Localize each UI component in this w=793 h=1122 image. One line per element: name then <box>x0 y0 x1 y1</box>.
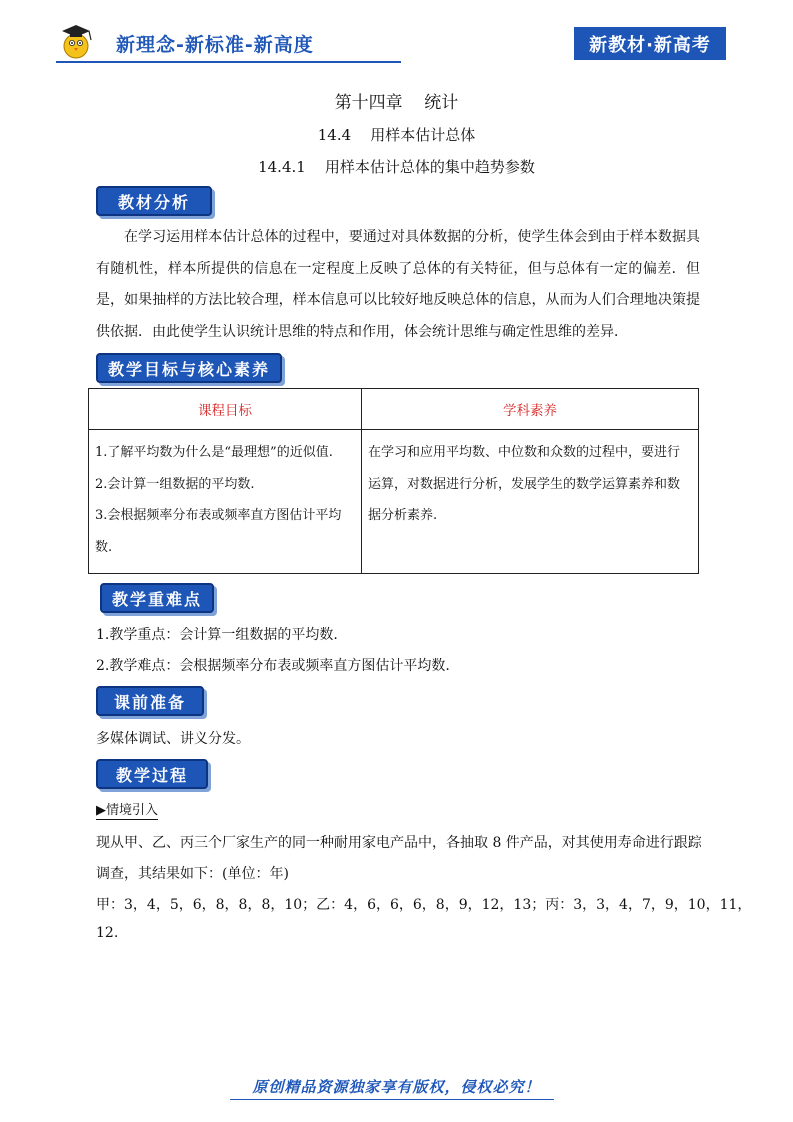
subsection-title: 14.4.1 用样本估计总体的集中趋势参数 <box>258 158 535 176</box>
analysis-badge: 教材分析 <box>96 186 212 216</box>
literacy-header: 学科素养 <box>362 389 699 430</box>
data-values-line: 甲：3，4，5，6，8，8，8，10；乙：4，6，6，6，8，9，12，13；丙：3，3，4，7，9，10，11， <box>96 897 752 913</box>
course-goals-cell <box>89 430 362 574</box>
goals-table <box>88 388 699 574</box>
header-underline <box>56 61 401 63</box>
literacy-cell <box>362 430 699 574</box>
brand-badge: 新教材·新高考 <box>574 27 726 60</box>
data-values-line: 12. <box>96 925 119 941</box>
course-goal-item: 1.了解平均数为什么是“最理想”的近似值. <box>95 445 333 460</box>
goals-badge: 教学目标与核心素养 <box>96 353 282 383</box>
prep-badge: 课前准备 <box>96 686 204 716</box>
prep-text: 多媒体调试、讲义分发。 <box>96 731 250 747</box>
course-goal-item: 2.会计算一组数据的平均数. <box>95 476 255 492</box>
process-text-line: 调查，其结果如下：(单位：年) <box>96 866 289 882</box>
process-text-line: 现从甲、乙、丙三个厂家生产的同一种耐用家电产品中，各抽取 8 件产品，对其使用寿命进行跟踪 <box>96 835 702 851</box>
situation-intro-heading: ▶情境引入 <box>96 799 158 820</box>
key-point-text: 1.教学重点：会计算一组数据的平均数. <box>96 627 338 643</box>
course-goal-item: 3.会根据频率分布表或频率直方图估计平均数. <box>95 508 342 555</box>
copyright-footer: 原创精品资源独家享有版权，侵权必究！ <box>252 1078 541 1096</box>
difficulty-text: 2.教学难点：会根据频率分布表或频率直方图估计平均数. <box>96 658 450 674</box>
section-title: 14.4 用样本估计总体 <box>317 126 476 144</box>
logo-icon <box>56 22 96 60</box>
keypoints-badge: 教学重难点 <box>100 583 214 613</box>
process-badge: 教学过程 <box>96 759 208 789</box>
analysis-paragraph: 在学习运用样本估计总体的过程中，要通过对具体数据的分析，使学生体会到由于样本数据具有随机性，样本所提供的信息在一定程度上反映了总体的有关特征，但与总体有一定的偏差．但是，如果抽样的方法比较合理，样本信息可以比较好地反映总体的信息，从而为人们合理地决策提供依据．由此使学生认识统计思维的特点和作用，体会统计思维与确定性思维的差异． <box>96 229 700 340</box>
goals-table-header-row <box>89 389 699 430</box>
goals-table-body-row <box>89 430 699 574</box>
literacy-text: 在学习和应用平均数、中位数和众数的过程中，要进行运算，对数据进行分析，发展学生的数学运算素养和数据分析素养. <box>368 445 681 523</box>
course-goals-header: 课程目标 <box>89 389 362 430</box>
footer-underline <box>230 1099 554 1100</box>
chapter-title: 第十四章 统计 <box>334 93 459 113</box>
header-slogan: 新理念-新标准-新高度 <box>116 34 314 56</box>
